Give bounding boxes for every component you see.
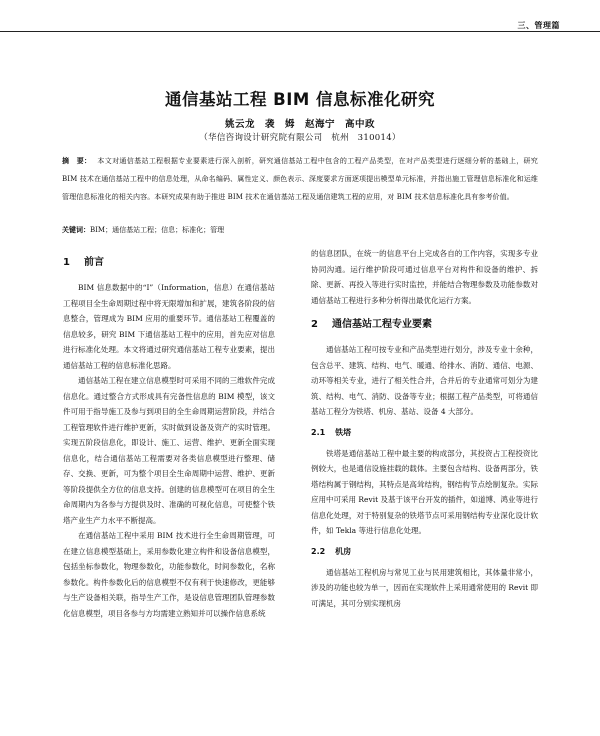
subsection-2-1-heading	[311, 426, 538, 440]
subsection-2-2-title: 机房	[335, 546, 352, 556]
section-1-title: 前言	[83, 257, 104, 268]
abstract-text: 本文对通信基站工程根据专业要素进行深入剖析，研究通信基站工程中包含的工程产品类型，在对产品类型进行逐细分析的基础上，研究 BIM 技术在通信基站工程中的信息处理，从命名编码、属性定义、颜色表示、深度要求方面逐项提出模型单元标准，并指出施工管理信息标准化和运维管理信息标准化的相关内容。本研究成果有助于推进 BIM 技术在通信基站工程及通信建筑工程的应用，对 BIM 技术信息标准化具有参考价值。	[62, 157, 538, 201]
header-rule	[0, 31, 600, 32]
paper-affiliation: （华信咨询设计研究院有限公司 杭州 310014）	[199, 133, 401, 143]
abstract	[62, 152, 538, 206]
subsection-2-2-number: 2.2	[311, 546, 326, 556]
keywords	[62, 224, 538, 236]
section-1-number: 1	[63, 257, 70, 268]
subsection-2-1-number: 2.1	[311, 427, 326, 437]
subsection-2-1-title: 铁塔	[335, 427, 352, 437]
running-header-section: 三、管理篇	[517, 21, 560, 30]
right-column	[311, 246, 538, 611]
paragraph: 通信基站工程在建立信息模型时可采用不同的三维软件完成信息化。通过整合方式形成具有完备性信息的 BIM 模型，该文件可用于指导施工及参与到项目的全生命周期运营阶段，并结合工程管理软件进行维护更新，实时做到设备及资产的实时管理。实现五阶段信息化，即设计、施工、运营、维护、更新全面实现信息化，结合通信基站工程需要对各类信息模型进行整理、储存、交换、更新，可为整个项目全生命周期中运营、维护、更新等阶段提供全方位的信息支持。创建的信息模型可在项目的全生命周期内为各参与方提供及时、准确的可视化信息，可使整个铁塔产业生产力水平不断提高。	[63, 376, 275, 525]
paper-title: 通信基站工程 BIM 信息标准化研究	[164, 90, 436, 109]
keywords-text: BIM；通信基站工程；信息；标准化；管理	[90, 226, 225, 234]
keywords-label: 关键词：	[62, 225, 90, 234]
paragraph: 通信基站工程机房与常见工业与民用建筑相比，其体量非常小，涉及的功能也较为单一，因而在实现软件上采用通常使用的 Revit 即可满足，其可分别实现机房	[311, 567, 539, 608]
paper-authors: 姚云龙 袭 姆 赵海宁 高中政	[224, 119, 375, 130]
section-2-heading	[311, 318, 538, 332]
section-2-number: 2	[311, 319, 318, 330]
paragraph: 在通信基站工程中采用 BIM 技术进行全生命周期管理，可在建立信息模型基础上，采用参数化建立构件和设备信息模型，包括坐标参数化，物理参数化，功能参数化，时间参数化，名称参数化。构件参数化后的信息模型不仅有利于快速修改，更能够与生产设备相关联，指导生产工作，是设信息管理团队管理参数化信息模型，项目各参与方均需建立熟知并可以操作信息系统	[63, 531, 275, 618]
section-1-heading	[63, 256, 275, 270]
paragraph: 通信基站工程可按专业和产品类型进行划分，涉及专业十余种，包含总平、建筑、结构、电气、暖通、给排水、消防、通信、电源、动环等相关专业，进行了相关性合并，合并后的专业通常可划分为建筑、结构、电气、消防、设备等专业；根据工程产品类型，可将通信基站工程分为铁塔、机房、基站、设备 4 大部分。	[311, 345, 538, 416]
left-column	[63, 246, 275, 621]
paragraph-continued: 的信息团队，在统一的信息平台上完成各自的工作内容，实现多专业协同沟通。运行维护阶段可通过信息平台对构件和设备的维护、拆除、更新、再投入等进行实时监控，并能结合物理参数及功能参数对通信基站工程进行多种分析得出最优化运行方案。	[311, 249, 538, 305]
abstract-label: 摘 要：	[62, 156, 92, 165]
paragraph: BIM 信息数据中的“I”（Information，信息）在通信基站工程项目全生命周期过程中将无限增加和扩展，建筑各阶段的信息整合，管理成为 BIM 应用的重要环节。通信基站工程覆盖的信息较多，研究 BIM 下通信基站工程中的应用，首先应对信息进行标准化处理。本文将通过研究通信基站工程专业要素，提出通信基站工程的信息标准化思路。	[63, 283, 275, 370]
section-2-title: 通信基站工程专业要素	[331, 319, 432, 330]
subsection-2-2-heading	[311, 545, 538, 559]
paragraph: 铁塔是通信基站工程中最主要的构成部分，其投资占工程投资比例较大，也是通信设施挂载的载体。主要包含结构、设备两部分，铁塔结构属于钢结构，其特点是高耸结构，钢结构节点绘制复杂。实际应用中可采用 Revit 及基于该平台开发的插件，如道博、鸿业等进行信息化处理，对于特别复杂的铁塔节点可采用钢结构专业深化设计软件，如 Tekla 等进行信息化处理。	[311, 448, 539, 535]
